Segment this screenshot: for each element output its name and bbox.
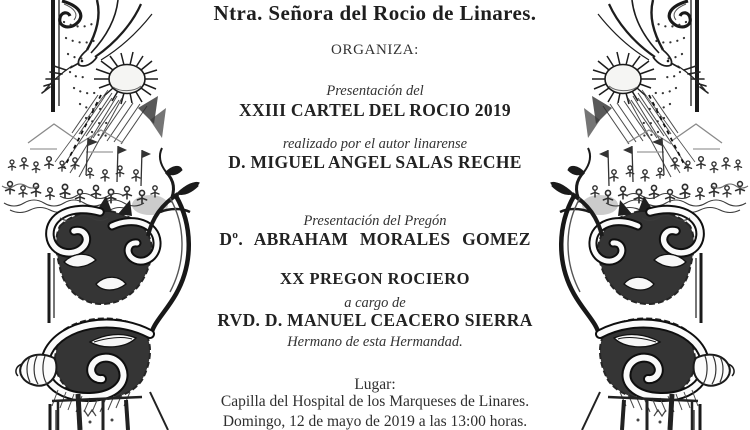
- line-lugar-venue: Capilla del Hospital de los Marqueses de Linares.: [220, 393, 530, 410]
- line-presentacion-pregon: Presentación del Pregón: [303, 213, 447, 229]
- line-presentador-name: Dº. ABRAHAM MORALES GOMEZ: [219, 229, 531, 249]
- line-hermano: Hermano de esta Hermandad.: [287, 334, 463, 350]
- line-cartel-title: XXIII CARTEL DEL ROCIO 2019: [239, 100, 511, 120]
- poster-title: Ntra. Señora del Rocio de Linares.: [213, 1, 537, 25]
- line-pregonero-name: RVD. D. MANUEL CEACERO SIERRA: [217, 310, 533, 330]
- line-autor-name: D. MIGUEL ANGEL SALAS RECHE: [228, 152, 522, 172]
- line-organiza: ORGANIZA:: [331, 42, 419, 58]
- line-realizado: realizado por el autor linarense: [282, 136, 468, 152]
- line-fecha: Domingo, 12 de mayo de 2019 a las 13:00 horas.: [222, 413, 528, 430]
- line-presentacion-del: Presentación del: [326, 83, 424, 99]
- line-a-cargo: a cargo de: [344, 295, 406, 311]
- line-lugar-label: Lugar:: [354, 376, 396, 393]
- line-pregon-title: XX PREGON ROCIERO: [279, 269, 470, 288]
